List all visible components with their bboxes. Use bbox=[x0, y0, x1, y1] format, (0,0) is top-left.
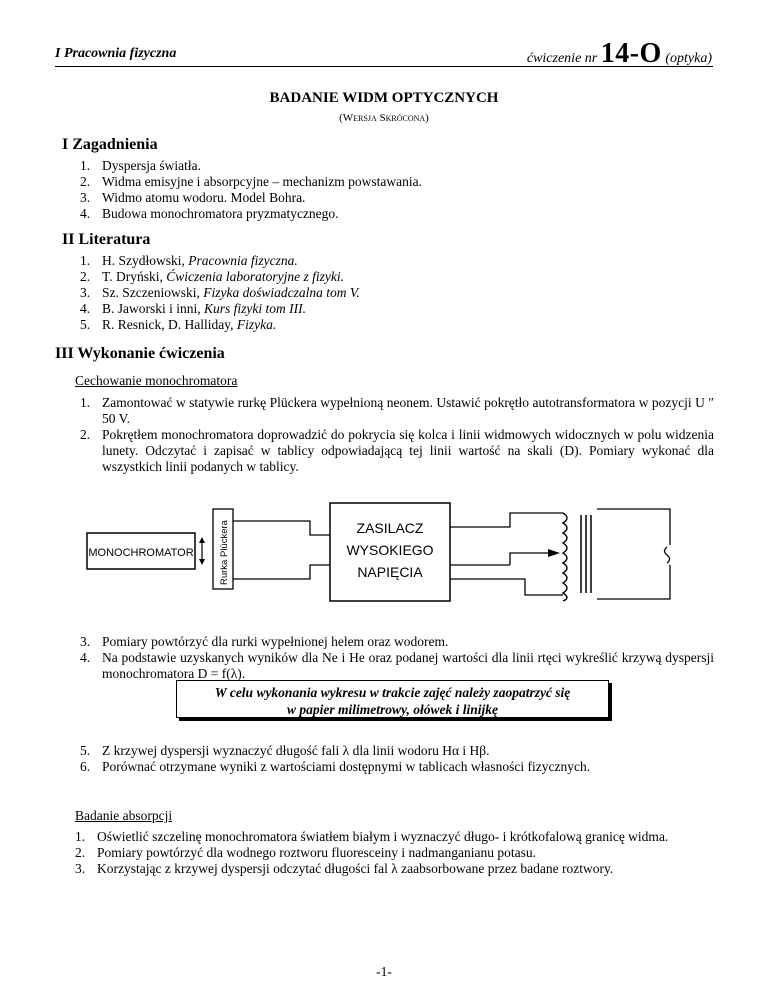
note-box bbox=[176, 680, 609, 718]
list-item: 5. R. Resnick, D. Halliday, Fizyka. bbox=[80, 317, 277, 332]
transformer-coil bbox=[560, 513, 567, 601]
secondary-circuit bbox=[597, 509, 670, 545]
exercise-number: 14-O bbox=[600, 38, 662, 69]
list-item: 1. Zamontować w statywie rurkę Plückera wypełnioną neonem. Ustawić pokrętło autotransformatora w pozycji U ″ 50 V. bbox=[80, 395, 714, 426]
wire-bottom-right bbox=[450, 579, 560, 595]
list-item: 5. Z krzywej dyspersji wyznaczyć długość fali λ dla linii wodoru Hα i Hβ. bbox=[80, 743, 490, 758]
section-heading-topics: I Zagadnienia bbox=[62, 136, 158, 153]
subheading-absorption: Badanie absorpcji bbox=[75, 808, 173, 823]
list-item: 6. Porównać otrzymane wyniki z wartościami dostępnymi w tablicach własności fizycznych. bbox=[80, 759, 591, 774]
plucker-tube-label: Rurka Plückera bbox=[219, 520, 230, 585]
slider-icon bbox=[665, 547, 670, 563]
absorption-steps bbox=[75, 829, 714, 877]
list-item: 3. Widmo atomu wodoru. Model Bohra. bbox=[80, 190, 306, 205]
section-heading-procedure: III Wykonanie ćwiczenia bbox=[55, 345, 225, 362]
arrow-up-icon bbox=[199, 537, 205, 543]
arrow-right-icon bbox=[548, 549, 560, 557]
topics-list bbox=[80, 158, 702, 222]
section-heading-literature: II Literatura bbox=[62, 231, 151, 248]
exercise-label: ćwiczenie nr bbox=[526, 51, 598, 66]
subheading-calibration: Cechowanie monochromatora bbox=[75, 373, 238, 388]
list-item: 2. Pomiary powtórzyć dla wodnego roztworu fluoresceiny i nadmanganianu potasu. bbox=[75, 845, 537, 860]
list-item: 3. Korzystając z krzywej dyspersji odczytać długości fal λ zaabsorbowane przez badane roztwory. bbox=[75, 861, 614, 876]
wire-top bbox=[233, 521, 330, 535]
page-number: -1- bbox=[376, 964, 392, 979]
note-line: W celu wykonania wykresu w trakcie zajęć należy zaopatrzyć się bbox=[214, 685, 571, 700]
list-item: 4. B. Jaworski i inni, Kurs fizyki tom III. bbox=[80, 301, 307, 316]
list-item: 1. Oświetlić szczelinę monochromatora światłem białym i wyznaczyć długo- i krótkofalową granicę widma. bbox=[75, 829, 669, 844]
list-item: 3. Pomiary powtórzyć dla rurki wypełnionej helem oraz wodorem. bbox=[80, 634, 449, 649]
wire-top-right bbox=[450, 513, 560, 527]
list-item: 2. T. Dryński, Ćwiczenia laboratoryjne z fizyki. bbox=[80, 269, 344, 284]
list-item: 1. Dyspersja światła. bbox=[80, 158, 201, 173]
header-left: I Pracownia fizyczna bbox=[55, 46, 177, 61]
list-item: 3. Sz. Szczeniowski, Fizyka doświadczalna tom V. bbox=[80, 285, 360, 300]
page-subtitle: (Wersja Skrócona) bbox=[339, 112, 429, 124]
exercise-category: (optyka) bbox=[665, 51, 712, 66]
wire-bottom bbox=[233, 565, 330, 579]
setup-diagram bbox=[85, 495, 675, 620]
list-item: 2. Pokrętłem monochromatora doprowadzić do pokrycia się kolca i linii widmowych widocznych w polu widzenia lunety. Odczytać i zapisać w tablicy odpowiadającą tej linii wartość na skali (D). Pomiary wykonać dla wszystkich linii podanych w tablicy. bbox=[80, 427, 714, 474]
list-item: 1. H. Szydłowski, Pracownia fizyczna. bbox=[80, 253, 298, 268]
list-item: 4. Budowa monochromatora pryzmatycznego. bbox=[80, 206, 339, 221]
supply-label-line: WYSOKIEGO bbox=[346, 542, 434, 558]
calibration-steps bbox=[80, 395, 714, 475]
header-rule bbox=[55, 66, 713, 67]
list-item: 4. Na podstawie uzyskanych wyników dla Ne i He oraz podanej wartości dla linii rtęci wykreślić krzywą dyspersji monochromatora D = f(λ). bbox=[80, 650, 714, 681]
page-title: BADANIE WIDM OPTYCZNYCH bbox=[269, 90, 499, 106]
note-line: w papier milimetrowy, ołówek i linijkę bbox=[287, 702, 498, 717]
supply-label-line: ZASILACZ bbox=[356, 520, 424, 536]
supply-label-line: NAPIĘCIA bbox=[357, 564, 423, 580]
literature-list bbox=[80, 253, 702, 333]
calibration-steps-continued bbox=[80, 634, 714, 682]
analysis-steps bbox=[80, 743, 714, 775]
monochromator-label: MONOCHROMATOR bbox=[88, 547, 194, 559]
list-item: 2. Widma emisyjne i absorpcyjne – mechanizm powstawania. bbox=[80, 174, 422, 189]
arrow-down-icon bbox=[199, 559, 205, 565]
